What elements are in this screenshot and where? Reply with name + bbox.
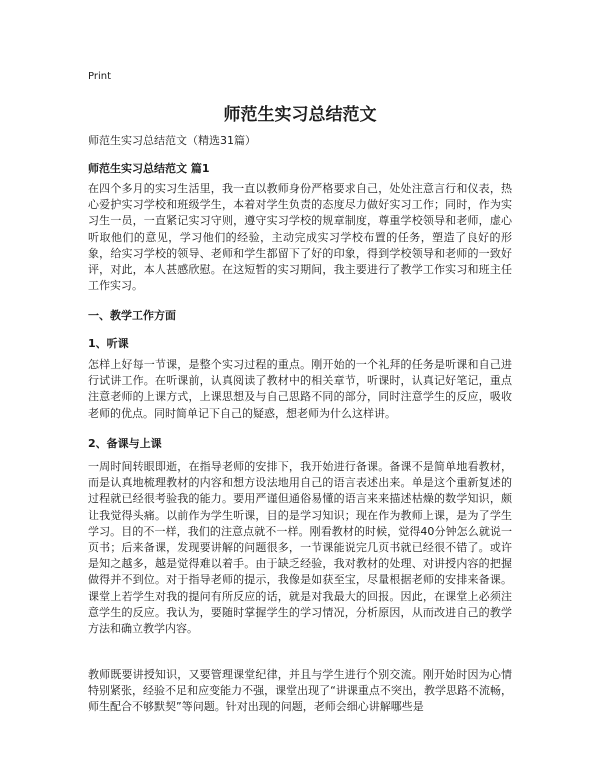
subsection-heading-listening: 1、听课 bbox=[88, 337, 129, 350]
classroom-paragraph: 教师既要讲授知识，又要管理课堂纪律，并且与学生进行个别交流。刚开始时因为心情特别紧张，经验不足和应变能力不强，课堂出现了“讲课重点不突出，教学思路不流畅，师生配合不够默契”等问题。针对出现的问题，老师会细心讲解哪些是 bbox=[88, 668, 512, 714]
section-heading-teaching: 一、教学工作方面 bbox=[88, 309, 176, 322]
preparation-paragraph: 一周时间转眼即逝，在指导老师的安排下，我开始进行备课。备课不是简单地看教材，而是认真地梳理教材的内容和想方设法地用自己的语言表述出来。单是这个重新复述的过程就已经很考验我的能力。要用严谨但通俗易懂的语言来来描述枯燥的数学知识，颇让我觉得头痛。以前作为学生听课，目的是学习知识；现在作为教师上课，是为了学生学习。目的不一样，我们的注意点就不一样。刚看教材的时候，觉得40分钟怎么就说一页书；后来备课，发现要讲解的问题很多，一节课能说完几页书就已经很不错了。或许是知之越多，越是觉得难以着手。由于缺乏经验，我对教材的处理、对讲授内容的把握做得并不到位。对于指导老师的提示，我像是如获至宝，尽量根据老师的安排来备课。课堂上若学生对我的提问有所反应的话，就是对我最大的回报。因此，在课堂上必须注意学生的反应。我认为，要随时掌握学生的学习情况，分析原因，从而改进自己的教学方法和确立教学内容。 bbox=[88, 460, 512, 636]
page-title: 师范生实习总结范文 bbox=[223, 105, 377, 125]
intro-paragraph: 在四个多月的实习生活里，我一直以教师身份严格要求自己，处处注意言行和仪表，热心爱护实习学校和班级学生，本着对学生负责的态度尽力做好实习工作；同时，作为实习生一员，一直紧记实习守则，遵守实习学校的规章制度，尊重学校领导和老师，虚心听取他们的意见，学习他们的经验，主动完成实习学校布置的任务，塑造了良好的形象，给实习学校的领导、老师和学生都留下了好的印象，得到学校领导和老师的一致好评，对此，本人甚感欣慰。在这短暂的实习期间，我主要进行了教学工作实习和班主任工作实习。 bbox=[88, 182, 512, 293]
print-link[interactable]: Print bbox=[88, 71, 112, 82]
subtitle: 师范生实习总结范文（精选31篇） bbox=[88, 134, 256, 147]
listening-paragraph: 怎样上好每一节课，是整个实习过程的重点。刚开始的一个礼拜的任务是听课和自己进行试讲工作。在听课前，认真阅读了教材中的相关章节，听课时，认真记好笔记，重点注意老师的上课方式，上课思想及与自己思路不同的部分，同时注意学生的反应，吸收老师的优点。同时简单记下自己的疑惑，想老师为什么这样讲。 bbox=[88, 358, 512, 420]
subsection-heading-preparation: 2、备课与上课 bbox=[88, 437, 162, 450]
article-heading: 师范生实习总结范文 篇1 bbox=[88, 162, 210, 175]
